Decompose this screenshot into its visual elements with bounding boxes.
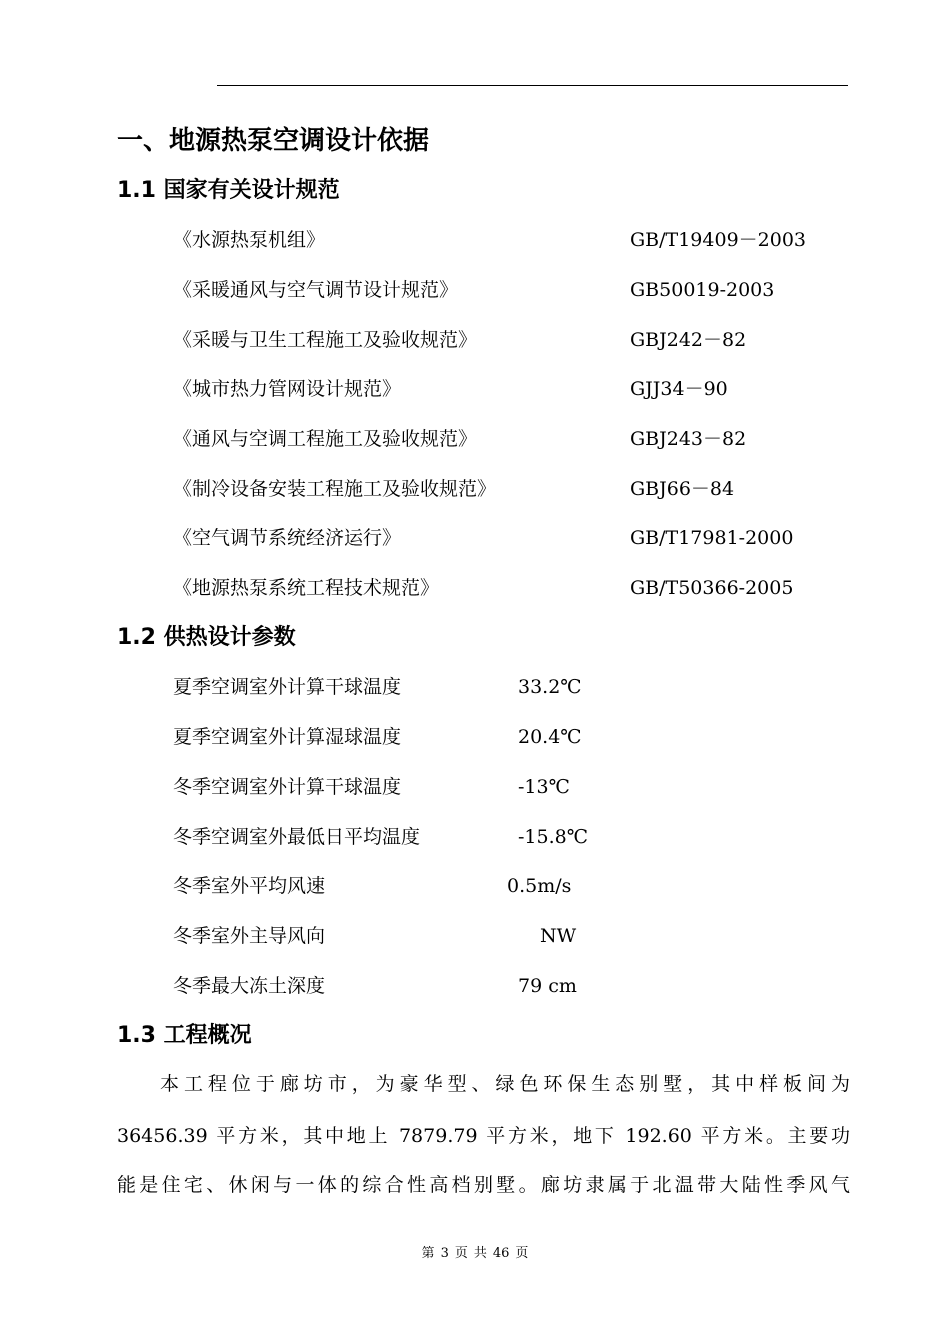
standard-row xyxy=(0,572,950,604)
parameter-name: 夏季空调室外计算干球温度 xyxy=(173,676,402,698)
parameter-name: 夏季空调室外计算湿球温度 xyxy=(173,726,402,748)
standard-name: 《制冷设备安装工程施工及验收规范》 xyxy=(173,478,497,500)
standard-row xyxy=(0,473,950,505)
parameter-row xyxy=(0,671,950,703)
standard-name: 《水源热泵机组》 xyxy=(173,229,326,251)
overview-paragraph-line: 36456.39 平方米，其中地上 7879.79 平方米，地下 192.60 平方米。主要功 xyxy=(117,1125,850,1147)
parameter-value: NW xyxy=(540,925,577,947)
standard-name: 《空气调节系统经济运行》 xyxy=(173,527,402,549)
standard-row xyxy=(0,224,950,256)
standard-row xyxy=(0,423,950,455)
footer-page-unit: 页 xyxy=(454,1246,468,1261)
standard-code: GBJ243－82 xyxy=(630,428,747,450)
standard-name: 《地源热泵系统工程技术规范》 xyxy=(173,577,440,599)
parameter-name: 冬季空调室外计算干球温度 xyxy=(173,776,402,798)
standard-code: GBJ66－84 xyxy=(630,478,735,500)
parameter-row xyxy=(0,721,950,753)
parameter-value: -13℃ xyxy=(518,776,570,798)
parameter-value: 20.4℃ xyxy=(518,726,582,748)
footer-page-number: 3 xyxy=(440,1246,449,1261)
parameter-value: 0.5m/s xyxy=(507,875,572,897)
standard-code: GB/T50366-2005 xyxy=(630,577,794,599)
parameter-row xyxy=(0,920,950,952)
standard-code: GB/T19409－2003 xyxy=(630,229,807,251)
header-rule xyxy=(217,85,848,86)
standard-row xyxy=(0,274,950,306)
parameter-row xyxy=(0,870,950,902)
subsection-title-standards: 1.1 国家有关设计规范 xyxy=(117,178,340,203)
parameter-value: -15.8℃ xyxy=(518,826,588,848)
parameter-value: 79 cm xyxy=(518,975,577,997)
footer-total-pages: 46 xyxy=(492,1246,510,1261)
overview-paragraph-line: 能是住宅、休闲与一体的综合性高档别墅。廊坊隶属于北温带大陆性季风气 xyxy=(117,1174,850,1196)
standard-name: 《通风与空调工程施工及验收规范》 xyxy=(173,428,478,450)
footer-total-unit: 页 xyxy=(515,1246,529,1261)
standard-row xyxy=(0,522,950,554)
standard-code: GJJ34－90 xyxy=(630,378,728,400)
standard-name: 《采暖与卫生工程施工及验收规范》 xyxy=(173,329,478,351)
standard-code: GBJ242－82 xyxy=(630,329,747,351)
parameter-name: 冬季室外平均风速 xyxy=(173,875,326,897)
parameter-name: 冬季最大冻土深度 xyxy=(173,975,326,997)
subsection-title-parameters: 1.2 供热设计参数 xyxy=(117,625,296,650)
overview-paragraph-line: 本工程位于廊坊市，为豪华型、绿色环保生态别墅，其中样板间为 xyxy=(160,1073,850,1095)
parameter-name: 冬季室外主导风向 xyxy=(173,925,326,947)
parameter-value: 33.2℃ xyxy=(518,676,582,698)
standard-code: GB/T17981-2000 xyxy=(630,527,794,549)
subsection-title-overview: 1.3 工程概况 xyxy=(117,1023,252,1048)
parameter-row xyxy=(0,821,950,853)
parameter-name: 冬季空调室外最低日平均温度 xyxy=(173,826,421,848)
standard-row xyxy=(0,324,950,356)
page-footer xyxy=(0,1244,950,1264)
parameter-row xyxy=(0,771,950,803)
standard-row xyxy=(0,373,950,405)
parameter-row xyxy=(0,970,950,1002)
footer-page-prefix: 第 xyxy=(421,1246,435,1261)
footer-total-prefix: 共 xyxy=(473,1246,487,1261)
standard-name: 《采暖通风与空气调节设计规范》 xyxy=(173,279,459,301)
standard-code: GB50019-2003 xyxy=(630,279,775,301)
standard-name: 《城市热力管网设计规范》 xyxy=(173,378,402,400)
section-title: 一、地源热泵空调设计依据 xyxy=(117,126,430,156)
